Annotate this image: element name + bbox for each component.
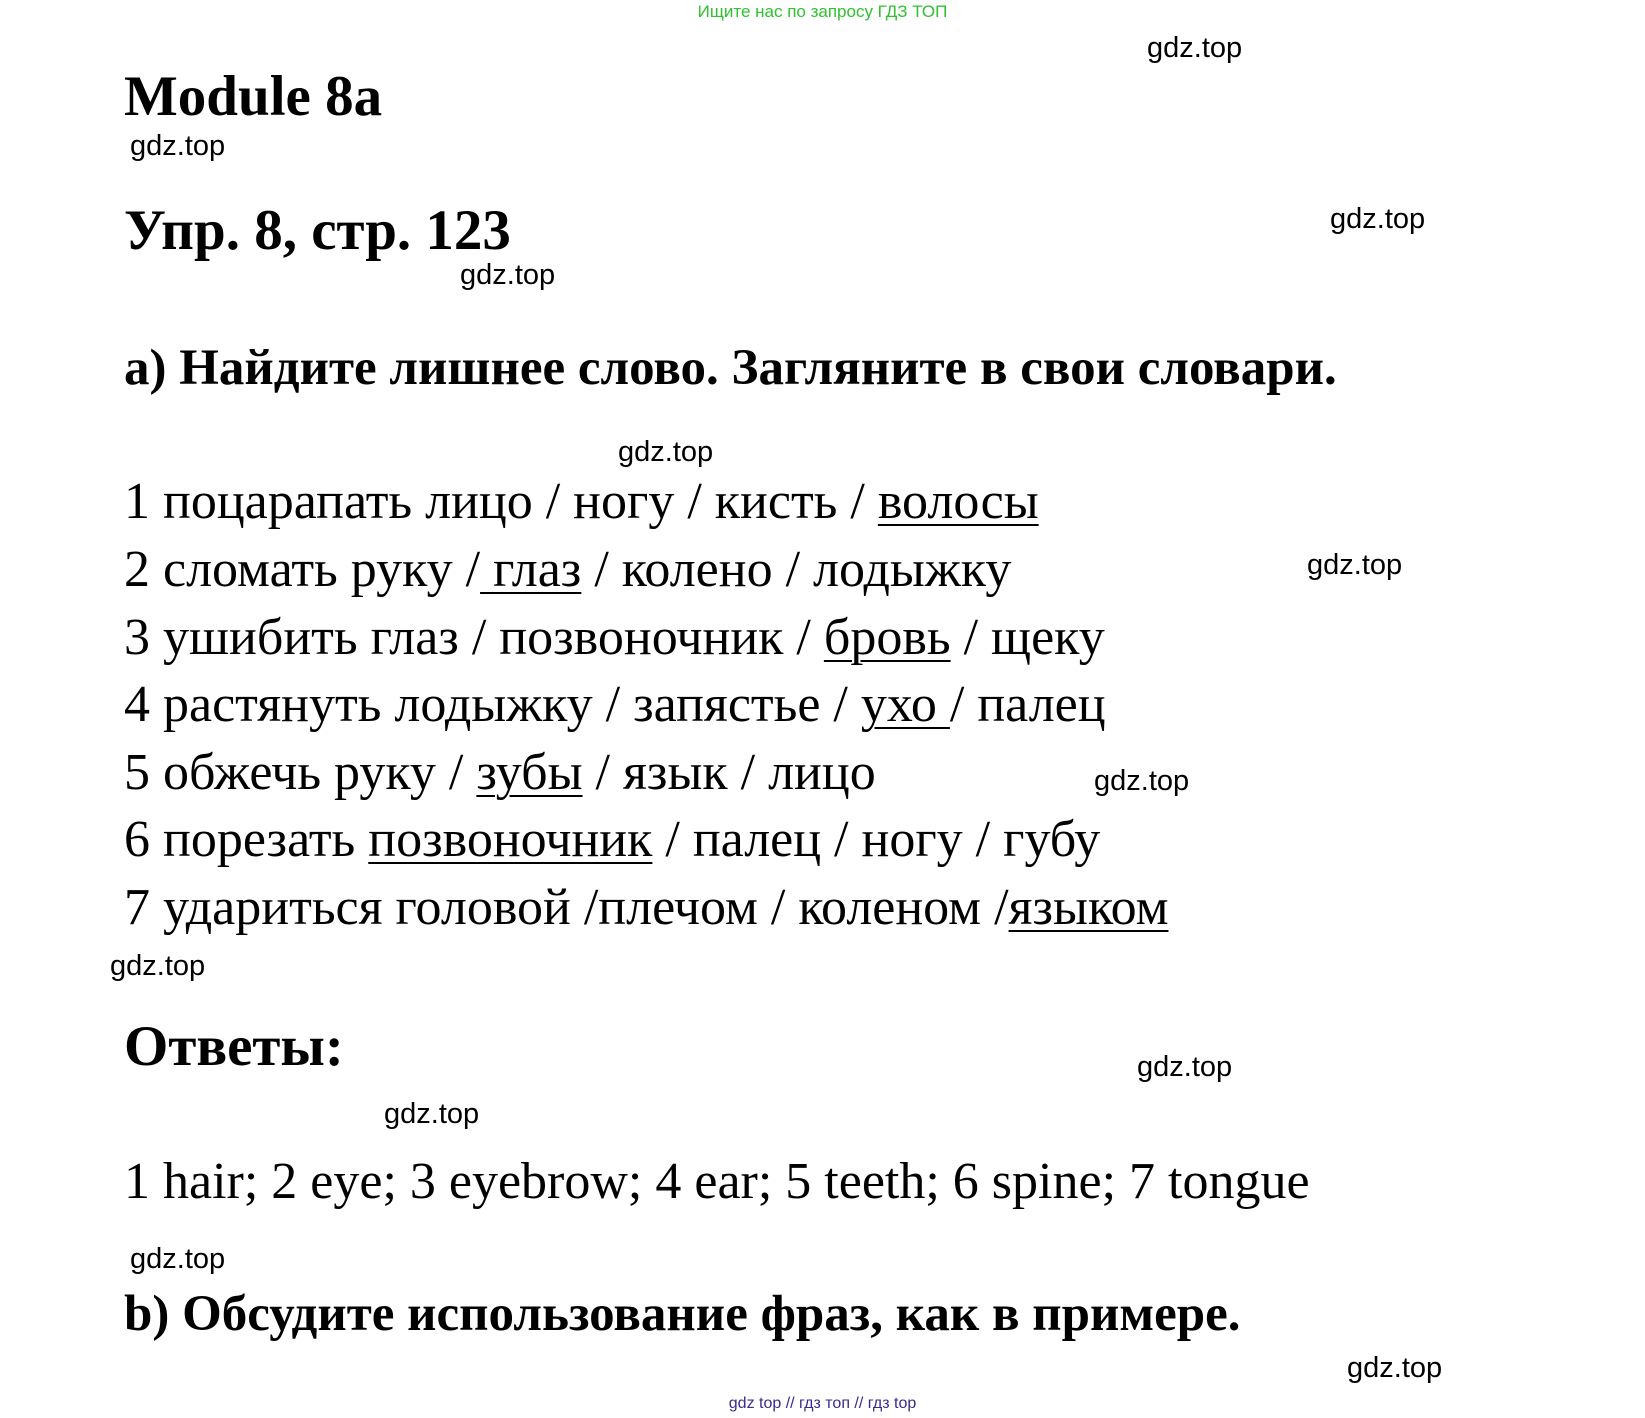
item-text: 4 растянуть лодыжку / запястье / (124, 676, 861, 733)
watermark: gdz.top (130, 130, 226, 162)
watermark: gdz.top (1307, 549, 1403, 581)
exercise-item-5 (124, 743, 876, 802)
item-answer: позвоночник (368, 811, 653, 868)
footer: gdz top // гдз топ // гдз top (728, 1395, 917, 1412)
task-b-heading: b) Обсудите использование фраз, как в примере. (124, 1286, 1241, 1342)
exercise-item-6 (124, 810, 1100, 869)
watermark: gdz.top (1137, 1051, 1233, 1083)
watermark: gdz.top (1147, 32, 1243, 64)
item-text: / палец / ногу / губу (652, 811, 1101, 868)
item-answer: ухо (860, 676, 950, 733)
item-answer: зубы (476, 744, 583, 801)
answers-text: 1 hair; 2 eye; 3 eyebrow; 4 ear; 5 teeth; 6 spine; 7 tongue (124, 1153, 1310, 1210)
watermark: gdz.top (1094, 765, 1190, 797)
item-text: 1 поцарапать лицо / ногу / кисть / (124, 473, 878, 530)
item-text: / щеку (950, 609, 1105, 666)
item-text: 5 обжечь руку / (124, 744, 477, 801)
watermark: gdz.top (384, 1098, 480, 1130)
answers-heading: Ответы: (124, 1015, 344, 1078)
exercise-item-1 (124, 472, 1039, 531)
exercise-item-3 (124, 608, 1105, 667)
item-text: 3 ушибить глаз / позвоночник / (124, 609, 824, 666)
exercise-heading: Упр. 8, стр. 123 (124, 199, 511, 262)
watermark: gdz.top (110, 950, 206, 982)
watermark: gdz.top (1347, 1352, 1443, 1384)
exercise-item-7 (124, 878, 1168, 937)
item-text: / палец (949, 676, 1106, 733)
item-answer: языком (1008, 879, 1169, 936)
exercise-item-4 (124, 675, 1106, 734)
item-answer: волосы (877, 473, 1039, 530)
item-text: 6 порезать (124, 811, 369, 868)
exercise-item-2 (124, 540, 1011, 599)
task-a-heading: a) Найдите лишнее слово. Загляните в свои словари. (124, 340, 1337, 396)
watermark: gdz.top (460, 259, 556, 291)
item-text: 2 сломать руку / (124, 541, 481, 598)
item-text: / язык / лицо (582, 744, 876, 801)
item-answer: бровь (823, 609, 951, 666)
watermark: gdz.top (618, 436, 714, 468)
watermark: gdz.top (130, 1243, 226, 1275)
watermark: gdz.top (1330, 203, 1426, 235)
item-text: 7 удариться головой /плечом / коленом / (124, 879, 1009, 936)
item-answer: глаз (480, 541, 582, 598)
top-banner: Ищите нас по запросу ГДЗ ТОП (697, 2, 948, 21)
item-text: / колено / лодыжку (581, 541, 1012, 598)
module-title: Module 8a (124, 65, 383, 128)
